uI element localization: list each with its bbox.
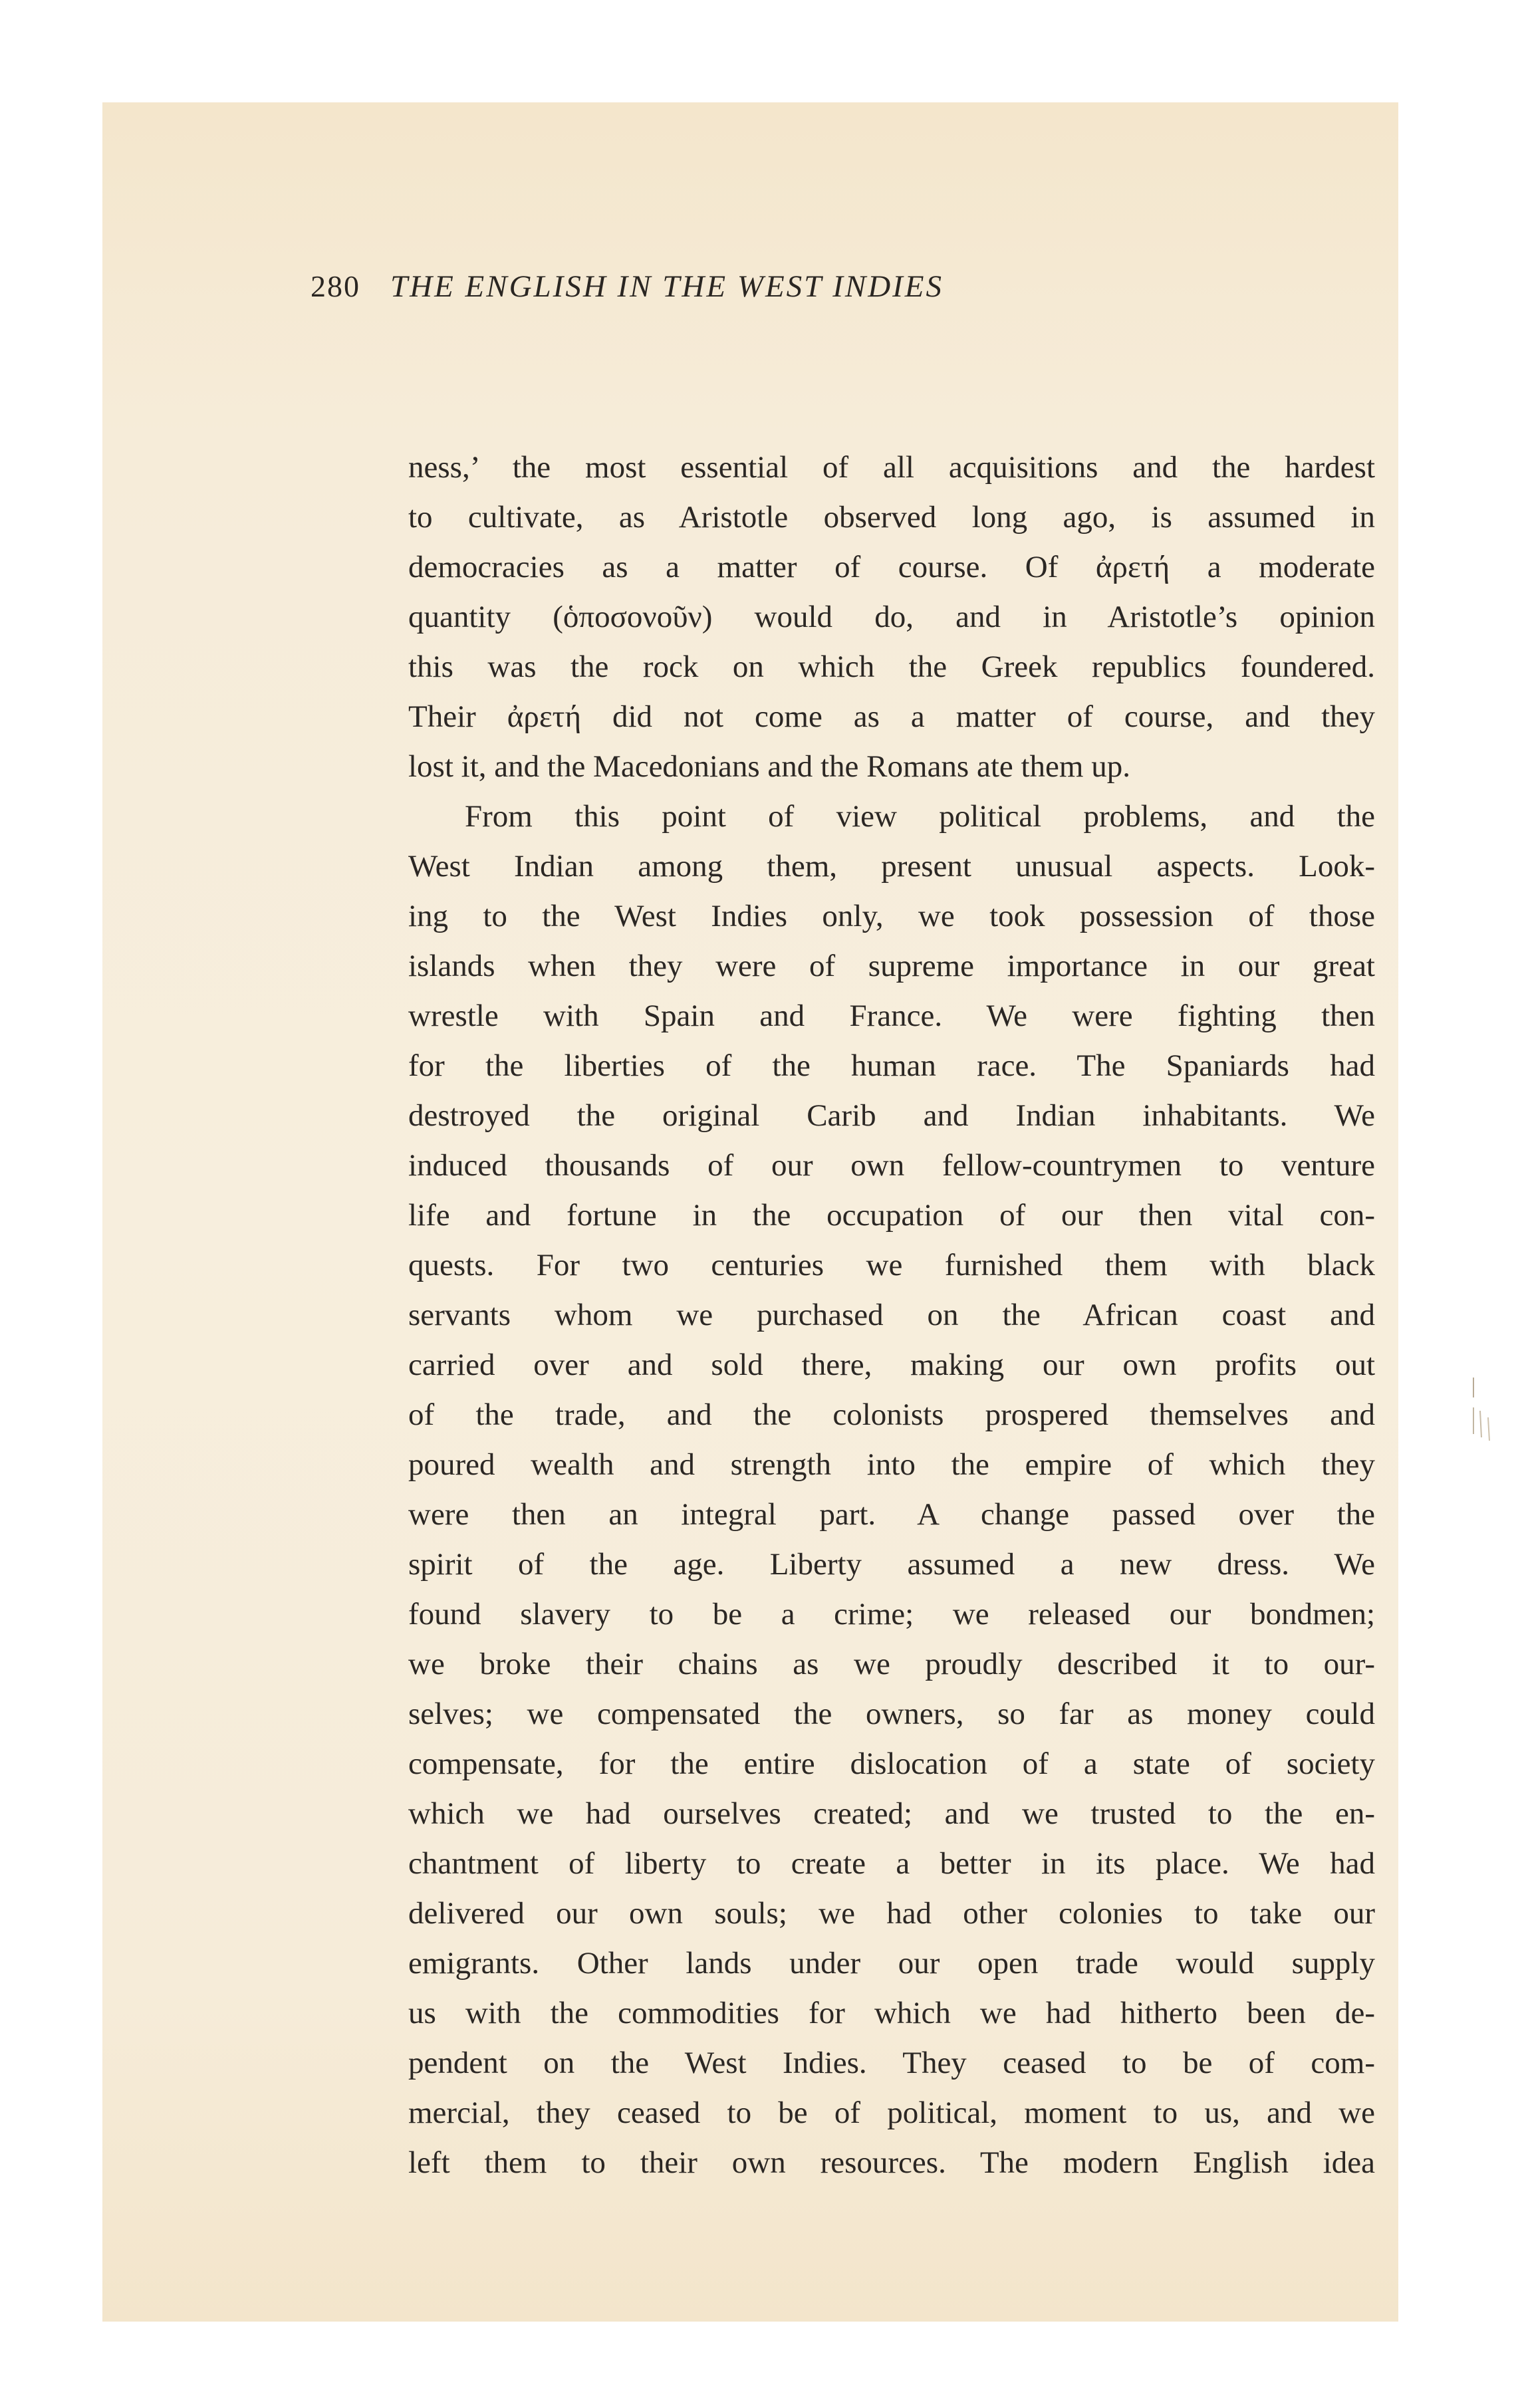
text-line: lost it, and the Macedonians and the Romans ate them up.: [408, 749, 1130, 784]
text-line: found slavery to be a crime; we released our bondmen;: [408, 1597, 1375, 1631]
text-line: were then an integral part. A change passed over the: [408, 1497, 1375, 1532]
text-line: West Indian among them, present unusual aspects. Look-: [408, 849, 1375, 884]
text-line: induced thousands of our own fellow-countrymen to venture: [408, 1148, 1375, 1183]
text-line: poured wealth and strength into the empire of which they: [408, 1447, 1375, 1482]
text-line: chantment of liberty to create a better in its place. We had: [408, 1846, 1375, 1881]
text-line: to cultivate, as Aristotle observed long ago, is assumed in: [408, 500, 1375, 535]
text-line: delivered our own souls; we had other colonies to take our: [408, 1896, 1375, 1931]
text-line: compensate, for the entire dislocation of a state of society: [408, 1746, 1375, 1781]
margin-scan-marks: [1461, 1371, 1501, 1451]
text-line: us with the commodities for which we had hitherto been de-: [408, 1996, 1375, 2030]
text-line: mercial, they ceased to be of political, moment to us, and we: [408, 2096, 1375, 2130]
text-line: destroyed the original Carib and Indian inhabitants. We: [408, 1098, 1375, 1133]
text-line: pendent on the West Indies. They ceased to be of com-: [408, 2046, 1375, 2080]
text-line: quantity (ὁποσονοῦν) would do, and in Aristotle’s opinion: [408, 600, 1375, 634]
text-line: left them to their own resources. The modern English idea: [408, 2145, 1375, 2180]
text-line: islands when they were of supreme importance in our great: [408, 949, 1375, 983]
text-line: life and fortune in the occupation of our then vital con-: [408, 1198, 1375, 1233]
text-line: ing to the West Indies only, we took possession of those: [408, 899, 1375, 933]
running-title: THE ENGLISH IN THE WEST INDIES: [390, 269, 944, 304]
text-line: democracies as a matter of course. Of ἀρετή a moderate: [408, 550, 1375, 584]
text-line: wrestle with Spain and France. We were fighting then: [408, 999, 1375, 1033]
page-header: [311, 263, 1288, 310]
text-line: which we had ourselves created; and we trusted to the en-: [408, 1796, 1375, 1831]
text-line: spirit of the age. Liberty assumed a new dress. We: [408, 1547, 1375, 1582]
paragraph-start-line: From this point of view political problems, and the: [465, 799, 1375, 834]
text-line: carried over and sold there, making our own profits out: [408, 1348, 1375, 1382]
book-page: [102, 102, 1398, 2322]
text-line: selves; we compensated the owners, so far as money could: [408, 1697, 1375, 1731]
text-line: of the trade, and the colonists prospered themselves and: [408, 1397, 1375, 1432]
text-line: Their ἀρετή did not come as a matter of course, and they: [408, 699, 1375, 734]
text-line: ness,’ the most essential of all acquisitions and the hardest: [408, 450, 1375, 485]
text-line: emigrants. Other lands under our open trade would supply: [408, 1946, 1375, 1981]
text-line: this was the rock on which the Greek republics foundered.: [408, 650, 1375, 684]
text-line: we broke their chains as we proudly described it to our-: [408, 1647, 1375, 1681]
text-line: for the liberties of the human race. The Spaniards had: [408, 1048, 1375, 1083]
text-line: servants whom we purchased on the African coast and: [408, 1298, 1375, 1332]
text-line: quests. For two centuries we furnished them with black: [408, 1248, 1375, 1282]
page-number: 280: [311, 269, 360, 303]
body-text: [408, 443, 1375, 2188]
